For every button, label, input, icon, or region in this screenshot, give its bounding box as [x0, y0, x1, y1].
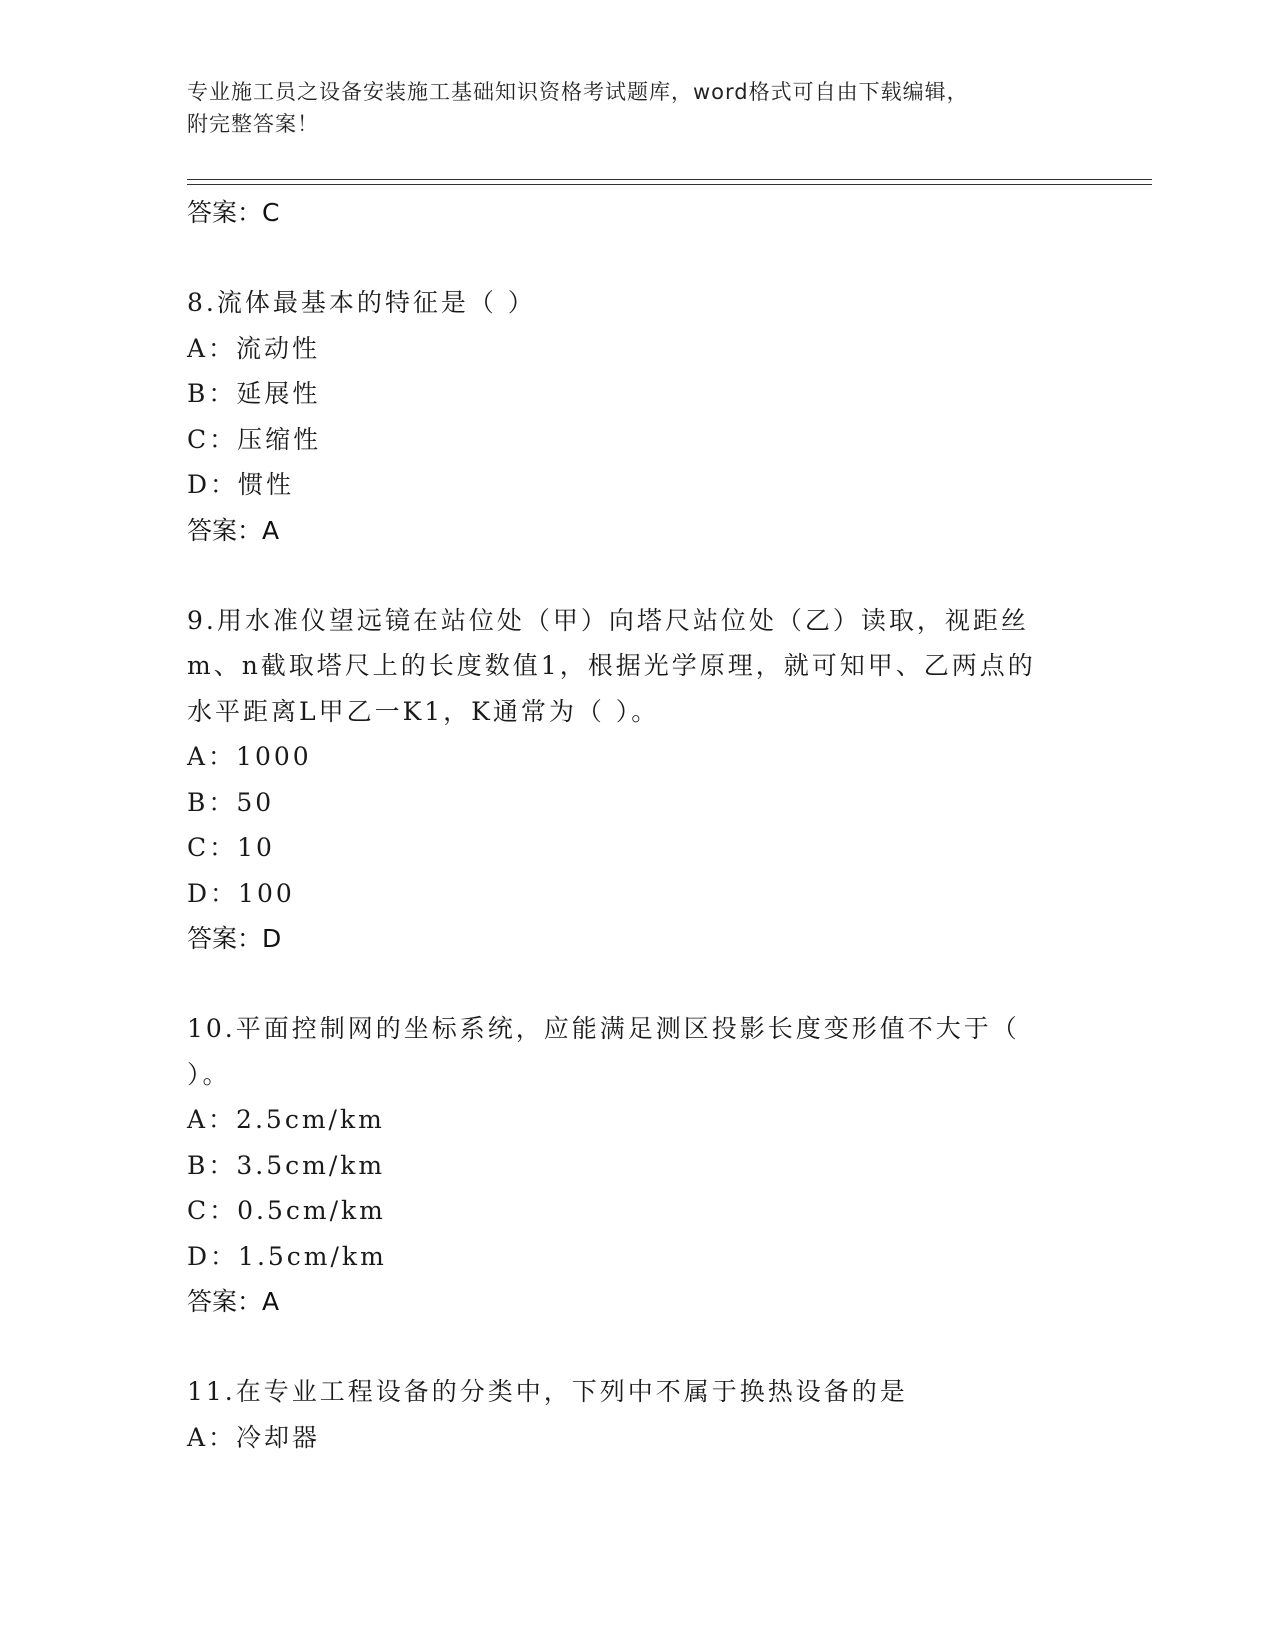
answer: 答案：A [187, 515, 280, 545]
question-text: 8.流体最基本的特征是（ ） [187, 288, 536, 317]
option-d: D：惯性 [187, 470, 295, 499]
question-text: 9.用水准仪望远镜在站位处（甲）向塔尺站位处（乙）读取，视距丝m、n截取塔尺上的长度数值1，根据光学原理，就可知甲、乙两点的水平距离L甲乙一K1，K通常为（ ）。 [187, 605, 1036, 726]
option-b: B：3.5cm/km [187, 1150, 386, 1180]
option-c: C：10 [187, 833, 275, 862]
option-a: A：流动性 [187, 333, 321, 363]
header-line-2: 附完整答案！ [187, 112, 319, 136]
question-text: 11.在专业工程设备的分类中，下列中不属于换热设备的是 [187, 1377, 908, 1406]
header-line-1: 专业施工员之设备安装施工基础知识资格考试题库，word格式可自由下载编辑， [187, 80, 969, 104]
option-d: D：100 [187, 878, 295, 908]
question-item [187, 1006, 1087, 1324]
header-divider-top [187, 179, 1152, 180]
question-text: 10.平面控制网的坐标系统，应能满足测区投影长度变形值不大于（ ）。 [187, 1014, 1020, 1089]
option-d: D：1.5cm/km [187, 1241, 387, 1271]
option-a: A：2.5cm/km [187, 1105, 385, 1134]
header-divider-bottom [187, 184, 1152, 185]
question-item [187, 598, 1087, 962]
option-c: C：压缩性 [187, 424, 322, 454]
answer: 答案：D [187, 924, 282, 953]
option-b: B：50 [187, 787, 275, 817]
question-list [187, 190, 1087, 1460]
option-c: C：0.5cm/km [187, 1196, 386, 1225]
option-b: B：延展性 [187, 379, 321, 408]
option-a: A：冷却器 [187, 1422, 321, 1452]
document-header [187, 76, 1087, 140]
option-a: A：1000 [187, 742, 312, 771]
previous-answer: 答案：C [187, 198, 280, 227]
question-item [187, 1369, 1087, 1460]
answer: 答案：A [187, 1287, 280, 1316]
question-item [187, 280, 1087, 553]
